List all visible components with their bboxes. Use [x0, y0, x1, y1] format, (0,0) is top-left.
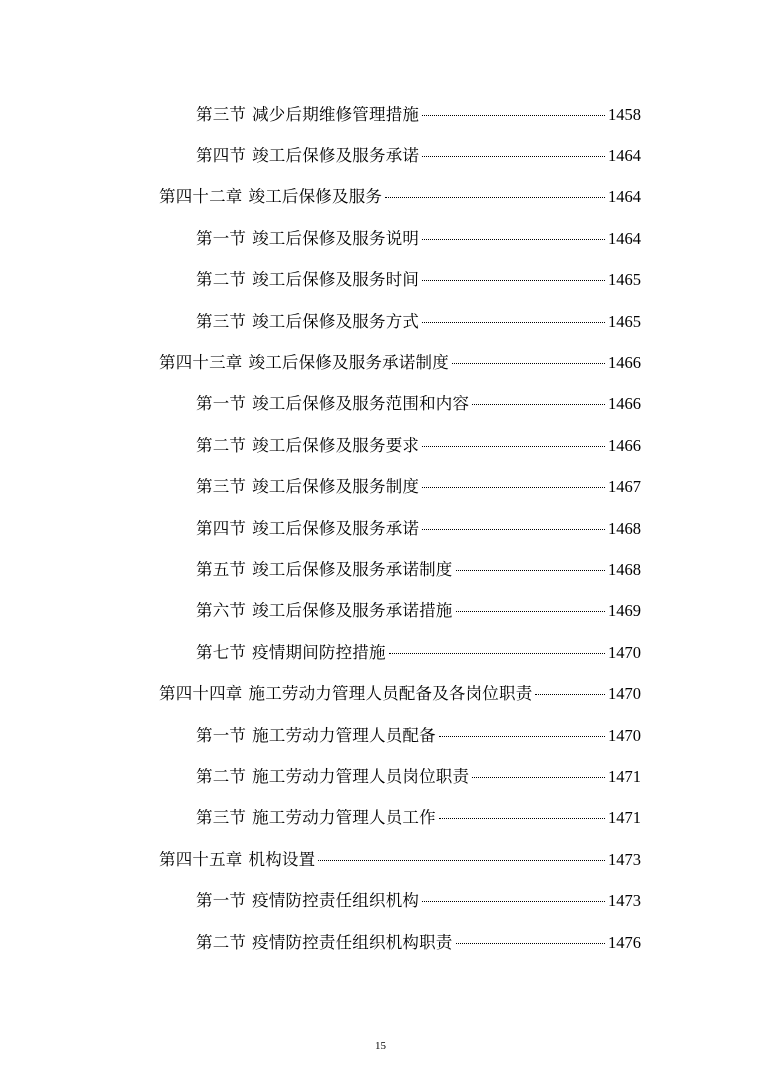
toc-dot-leader	[422, 529, 605, 530]
toc-entry[interactable]	[0, 382, 761, 423]
toc-entry-title: 第一节 竣工后保修及服务说明	[196, 228, 420, 248]
toc-entry-page: 1466	[608, 353, 641, 373]
toc-entry-title: 第二节 竣工后保修及服务时间	[196, 270, 420, 290]
toc-entry-page: 1471	[608, 808, 641, 828]
toc-entry-title: 第一节 疫情防控责任组织机构	[196, 891, 420, 911]
toc-entry-page: 1465	[608, 270, 641, 290]
toc-entry-title: 第四十五章 机构设置	[159, 849, 316, 869]
toc-entry-title: 第三节 施工劳动力管理人员工作	[196, 808, 436, 828]
toc-entry[interactable]	[0, 216, 761, 257]
table-of-contents	[0, 92, 761, 961]
toc-entry-title: 第七节 疫情期间防控措施	[196, 642, 386, 662]
toc-entry-title: 第一节 竣工后保修及服务范围和内容	[196, 394, 470, 414]
toc-entry-title: 第五节 竣工后保修及服务承诺制度	[196, 559, 453, 579]
toc-entry[interactable]	[0, 258, 761, 299]
toc-entry[interactable]	[0, 133, 761, 174]
toc-entry-page: 1468	[608, 518, 641, 538]
toc-entry[interactable]	[0, 920, 761, 961]
toc-dot-leader	[422, 280, 605, 281]
toc-entry[interactable]	[0, 423, 761, 464]
toc-dot-leader	[535, 694, 605, 695]
toc-entry[interactable]	[0, 754, 761, 795]
toc-entry-page: 1467	[608, 477, 641, 497]
toc-entry-title: 第三节 竣工后保修及服务方式	[196, 311, 420, 331]
toc-chapter-entry[interactable]	[0, 175, 761, 216]
toc-entry[interactable]	[0, 630, 761, 671]
toc-entry-page: 1471	[608, 766, 641, 786]
toc-entry-title: 第四十四章 施工劳动力管理人员配备及各岗位职责	[159, 684, 533, 704]
toc-dot-leader	[422, 115, 605, 116]
toc-entry-title: 第四十二章 竣工后保修及服务	[159, 187, 383, 207]
toc-chapter-entry[interactable]	[0, 837, 761, 878]
toc-dot-leader	[422, 901, 605, 902]
toc-entry[interactable]	[0, 465, 761, 506]
toc-dot-leader	[422, 322, 605, 323]
toc-entry[interactable]	[0, 589, 761, 630]
toc-dot-leader	[422, 487, 605, 488]
toc-entry[interactable]	[0, 547, 761, 588]
toc-entry-title: 第四十三章 竣工后保修及服务承诺制度	[159, 353, 449, 373]
toc-entry[interactable]	[0, 713, 761, 754]
toc-entry-title: 第一节 施工劳动力管理人员配备	[196, 725, 436, 745]
toc-dot-leader	[456, 570, 605, 571]
toc-entry-page: 1464	[608, 146, 641, 166]
toc-entry-page: 1473	[608, 891, 641, 911]
toc-dot-leader	[472, 404, 605, 405]
toc-entry-title: 第四节 竣工后保修及服务承诺	[196, 146, 420, 166]
toc-dot-leader	[439, 736, 605, 737]
toc-dot-leader	[385, 197, 605, 198]
toc-entry-title: 第二节 施工劳动力管理人员岗位职责	[196, 766, 470, 786]
toc-entry[interactable]	[0, 796, 761, 837]
toc-entry-page: 1458	[608, 104, 641, 124]
toc-dot-leader	[422, 446, 605, 447]
toc-entry-page: 1464	[608, 228, 641, 248]
toc-entry-page: 1469	[608, 601, 641, 621]
toc-entry-page: 1466	[608, 435, 641, 455]
toc-dot-leader	[439, 818, 605, 819]
toc-entry[interactable]	[0, 506, 761, 547]
toc-dot-leader	[389, 653, 605, 654]
toc-entry-page: 1470	[608, 684, 641, 704]
toc-entry-page: 1468	[608, 559, 641, 579]
toc-entry-page: 1476	[608, 932, 641, 952]
toc-entry-title: 第六节 竣工后保修及服务承诺措施	[196, 601, 453, 621]
toc-dot-leader	[452, 363, 605, 364]
toc-dot-leader	[472, 777, 605, 778]
toc-dot-leader	[422, 239, 605, 240]
toc-entry-page: 1465	[608, 311, 641, 331]
toc-dot-leader	[318, 860, 605, 861]
toc-dot-leader	[422, 156, 605, 157]
footer-page-number: 15	[375, 1040, 386, 1052]
toc-chapter-entry[interactable]	[0, 671, 761, 712]
toc-entry-page: 1473	[608, 849, 641, 869]
toc-entry[interactable]	[0, 92, 761, 133]
toc-dot-leader	[456, 943, 605, 944]
toc-entry[interactable]	[0, 299, 761, 340]
toc-entry-title: 第四节 竣工后保修及服务承诺	[196, 518, 420, 538]
toc-chapter-entry[interactable]	[0, 340, 761, 381]
toc-entry[interactable]	[0, 878, 761, 919]
toc-entry-page: 1466	[608, 394, 641, 414]
toc-entry-page: 1464	[608, 187, 641, 207]
toc-entry-title: 第二节 竣工后保修及服务要求	[196, 435, 420, 455]
toc-dot-leader	[456, 611, 605, 612]
toc-entry-title: 第二节 疫情防控责任组织机构职责	[196, 932, 453, 952]
toc-entry-page: 1470	[608, 642, 641, 662]
toc-entry-title: 第三节 竣工后保修及服务制度	[196, 477, 420, 497]
toc-entry-title: 第三节 减少后期维修管理措施	[196, 104, 420, 124]
toc-entry-page: 1470	[608, 725, 641, 745]
